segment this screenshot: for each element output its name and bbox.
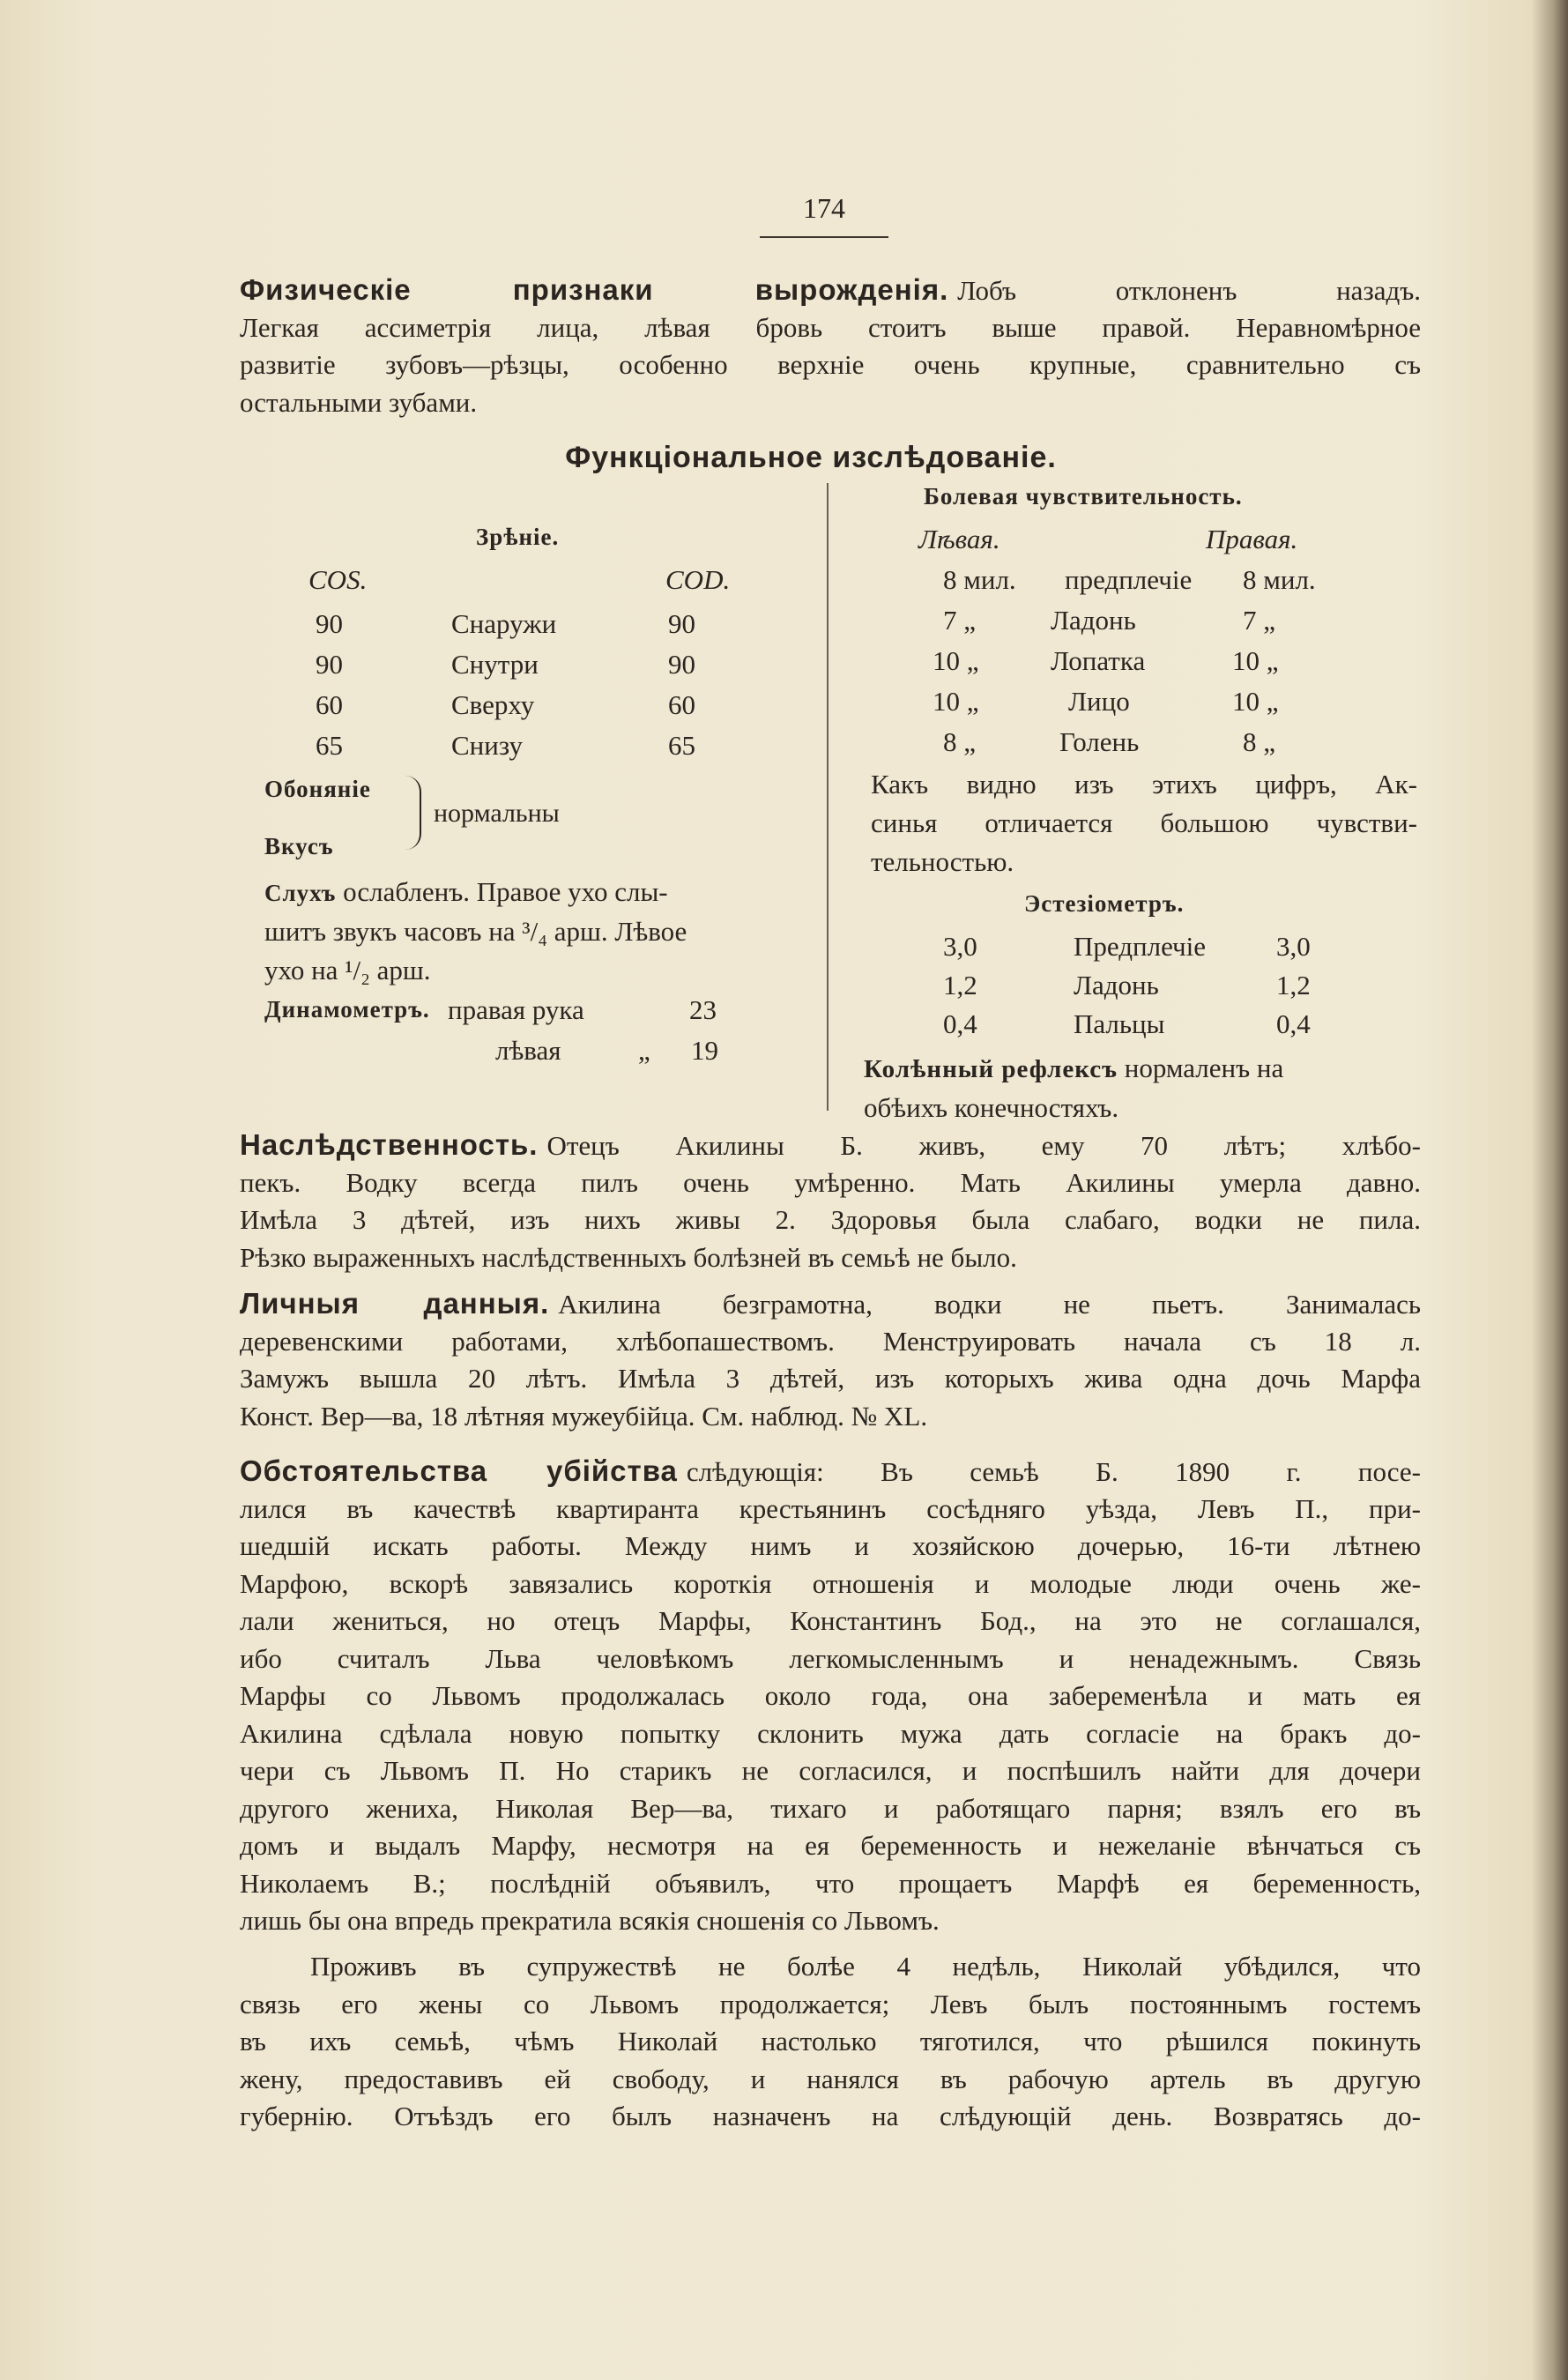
personal-data-heading: Личныя данныя. — [240, 1287, 550, 1320]
pain-label: Ладонь — [1051, 605, 1136, 636]
text-line: другого жениха, Николая Вер—ва, тихаго и работящаго парня; взялъ его въ — [240, 1792, 1421, 1824]
smell-label: Обоняніе — [264, 776, 371, 802]
vision-left-value: 65 — [316, 730, 343, 761]
dynamometer-left-label: лѣвая — [495, 1035, 561, 1066]
text-line: домъ и выдалъ Марфу, несмотря на ея беременность и нежеланіе вѣнчаться съ — [240, 1830, 1421, 1861]
text-line: деревенскими работами, хлѣбопашествомъ. Менструировать начала съ 18 л. — [240, 1325, 1421, 1357]
pain-right-value: 7 „ — [1243, 605, 1276, 636]
text-line: Лобъ отклоненъ назадъ. — [957, 275, 1421, 306]
text-line: слѣдующія: Въ семьѣ Б. 1890 г. посе- — [686, 1456, 1421, 1487]
pain-col-left: Лѣвая. — [918, 524, 1000, 554]
text-line: Марфы со Львомъ продолжалась около года, она забеременѣла и мать ея — [240, 1680, 1421, 1711]
pain-left-value: 10 „ — [933, 645, 979, 676]
text-line: ибо считалъ Льва человѣкомъ легкомысленнымъ и ненадежнымъ. Связь — [240, 1642, 1421, 1674]
heredity-paragraph — [240, 1127, 1421, 1276]
pain-left-value: 10 „ — [933, 686, 979, 717]
vision-title: Зрѣніе. — [476, 524, 560, 550]
pain-right-value: 10 „ — [1232, 686, 1279, 717]
vision-label: Снутри — [451, 649, 539, 680]
pain-label: Лицо — [1068, 686, 1130, 717]
dynamometer-right-label: правая рука — [448, 994, 584, 1025]
pain-note — [871, 765, 1417, 881]
text-line: Имѣла 3 дѣтей, изъ нихъ живы 2. Здоровья была слабаго, водки не пила. — [240, 1204, 1421, 1235]
text-line: Николаемъ В.; послѣдній объявилъ, что прощаетъ Марфѣ ея беременность, — [240, 1867, 1421, 1899]
text-line: Акилина безграмотна, водки не пьетъ. Занималась — [558, 1289, 1421, 1320]
text-line: остальными зубами. — [240, 386, 478, 418]
pain-label: Лопатка — [1051, 645, 1146, 676]
column-divider — [827, 483, 829, 1111]
dynamometer-left-ditto: „ — [638, 1035, 650, 1066]
hearing-block — [264, 873, 811, 990]
text-line: обѣихъ конечностяхъ. — [864, 1092, 1119, 1123]
text-line: лишь бы она впредь прекратила всякія сношенія со Львомъ. — [240, 1905, 940, 1936]
esth-left-value: 1,2 — [943, 970, 977, 1000]
vision-left-value: 60 — [316, 689, 343, 720]
pain-left-value: 8 мил. — [943, 564, 1016, 595]
vision-right-value: 65 — [668, 730, 695, 761]
dynamometer-label: Динамометръ. — [264, 996, 430, 1023]
vision-label: Снизу — [451, 730, 523, 761]
physical-signs-paragraph — [240, 271, 1421, 421]
text-line: лился въ качествѣ квартиранта крестьянинъ сосѣдняго уѣзда, Левъ П., при- — [240, 1492, 1421, 1524]
dynamometer-left-value: 19 — [691, 1035, 718, 1066]
text-line: тельностью. — [871, 846, 1014, 877]
text-line: Рѣзко выраженныхъ наслѣдственныхъ болѣзней въ семьѣ не было. — [240, 1241, 1017, 1273]
text-line: синья отличается большою чувстви- — [871, 807, 1417, 838]
hearing-label: Слухъ — [264, 880, 337, 906]
pain-col-right: Правая. — [1206, 524, 1298, 554]
text-line: шедшій искать работы. Между нимъ и хозяйскою дочерью, 16-ти лѣтнею — [240, 1530, 1421, 1561]
text-line: развитіе зубовъ—рѣзцы, особенно верхніе очень крупные, сравнительно съ — [240, 349, 1421, 380]
text-line: нормаленъ на — [1124, 1052, 1284, 1083]
vision-right-value: 90 — [668, 649, 695, 680]
taste-label: Вкусъ — [264, 833, 334, 859]
text-line: губернію. Отъѣздъ его былъ назначенъ на слѣдующій день. Возвратясь до- — [240, 2101, 1421, 2131]
esth-left-value: 0,4 — [943, 1008, 977, 1039]
text-line: въ ихъ семьѣ, чѣмъ Николай настолько тяготился, что рѣшился покинуть — [240, 2026, 1421, 2056]
heredity-heading: Наслѣдственность. — [240, 1128, 539, 1161]
vision-right-value: 90 — [668, 608, 695, 639]
text-line: Какъ видно изъ этихъ цифръ, Ак- — [871, 769, 1417, 800]
knee-reflex-block — [864, 1049, 1283, 1127]
circumstances-paragraph-2 — [240, 1948, 1421, 2136]
functional-exam-heading: Функціональное изслѣдованіе. — [565, 441, 1057, 474]
smell-taste-value: нормальны — [434, 799, 560, 828]
vision-col-left: COS. — [308, 564, 368, 595]
text-line: Легкая ассиметрія лица, лѣвая бровь стоитъ выше правой. Неравномѣрное — [240, 311, 1421, 343]
text-line: связь его жены со Львомъ продолжается; Левъ былъ постояннымъ гостемъ — [240, 1988, 1421, 2019]
vision-label: Снаружи — [451, 608, 557, 639]
text-line: ухо на ¹/₂ арш. — [264, 955, 431, 985]
text-line: Акилина сдѣлала новую попытку склонить мужа дать согласіе на бракъ до- — [240, 1717, 1421, 1749]
pain-right-value: 8 мил. — [1243, 564, 1316, 595]
text-line: лали жениться, но отецъ Марфы, Константинъ Бод., на это не соглашался, — [240, 1605, 1421, 1636]
circumstances-paragraph — [240, 1453, 1421, 1940]
text-line: чери съ Львомъ П. Но старикъ не согласился, и поспѣшилъ найти для дочери — [240, 1755, 1421, 1786]
esth-label: Ладонь — [1074, 970, 1159, 1000]
text-line: ослабленъ. Правое ухо слы- — [343, 876, 668, 907]
circumstances-heading: Обстоятельства убійства — [240, 1454, 678, 1487]
pain-left-value: 7 „ — [943, 605, 977, 636]
esthesiometer-title: Эстезіометръ. — [1024, 890, 1185, 917]
physical-signs-heading: Физическіе признаки вырожденія. — [240, 273, 949, 306]
esth-label: Предплечіе — [1074, 931, 1207, 962]
text-line: шитъ звукъ часовъ на ³/₄ арш. Лѣвое — [264, 916, 687, 947]
esth-right-value: 1,2 — [1276, 970, 1311, 1000]
brace-mark — [405, 776, 421, 850]
pain-right-value: 10 „ — [1232, 645, 1279, 676]
text-line: Конст. Вер—ва, 18 лѣтняя мужеубійца. См. наблюд. № XL. — [240, 1400, 928, 1432]
personal-data-paragraph — [240, 1285, 1421, 1435]
vision-right-value: 60 — [668, 689, 695, 720]
text-line: Отецъ Акилины Б. живъ, ему 70 лѣтъ; хлѣбо- — [546, 1130, 1421, 1161]
page-number-rule — [760, 236, 888, 238]
text-line: Марфою, вскорѣ завязались короткія отношенія и молодые люди очень же- — [240, 1567, 1421, 1599]
pain-title: Болевая чувствительность. — [924, 483, 1243, 509]
pain-label: Голень — [1059, 726, 1140, 757]
page-number: 174 — [803, 192, 845, 224]
vision-left-value: 90 — [316, 608, 343, 639]
dynamometer-right-value: 23 — [689, 994, 717, 1025]
esth-label: Пальцы — [1074, 1008, 1165, 1039]
esth-left-value: 3,0 — [943, 931, 977, 962]
vision-left-value: 90 — [316, 649, 343, 680]
pain-label: предплечіе — [1065, 564, 1193, 595]
vision-label: Сверху — [451, 689, 535, 720]
vision-col-right: COD. — [665, 564, 731, 595]
text-line: жену, предоставивъ ей свободу, и нанялся въ рабочую артель въ другую — [240, 2063, 1421, 2094]
pain-right-value: 8 „ — [1243, 726, 1276, 757]
text-line: Замужъ вышла 20 лѣтъ. Имѣла 3 дѣтей, изъ которыхъ жива одна дочь Марфа — [240, 1363, 1421, 1394]
text-line: Проживъ въ супружествѣ не болѣе 4 недѣль, Николай убѣдился, что — [310, 1951, 1421, 1982]
text-line: пекъ. Водку всегда пилъ очень умѣренно. Мать Акилины умерла давно. — [240, 1166, 1421, 1198]
pain-left-value: 8 „ — [943, 726, 977, 757]
esth-right-value: 0,4 — [1276, 1008, 1311, 1039]
page-edge-shadow — [1531, 0, 1568, 2380]
knee-reflex-label: Колѣнный рефлексъ — [864, 1055, 1118, 1083]
esth-right-value: 3,0 — [1276, 931, 1311, 962]
